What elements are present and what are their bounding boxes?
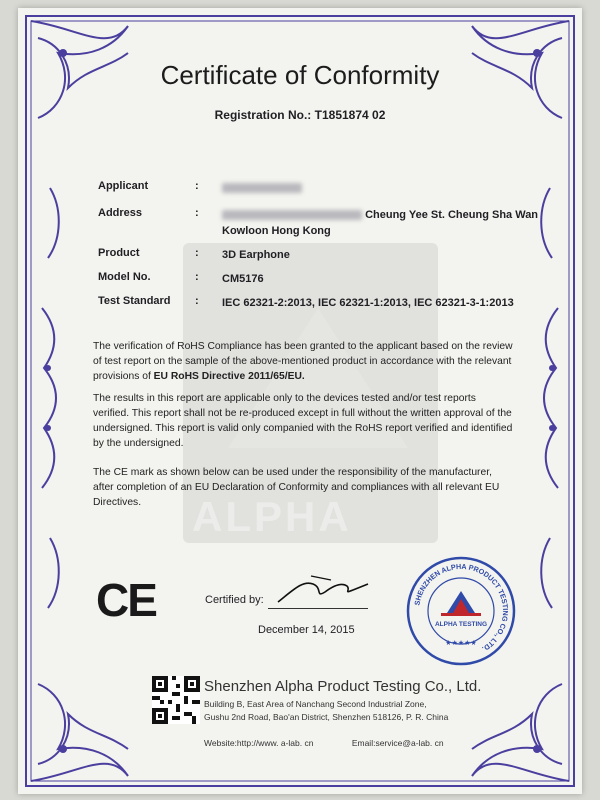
paragraph-report-validity: The results in this report are applicable only to the devices tested and/or test reports verified. This report shall not be re-produced except in full without the written approval of the undersigned. This report is valid only companied with the RoHS report verified and identified by the undersigned. <box>93 393 513 449</box>
company-contact <box>204 738 444 748</box>
redacted-text <box>222 183 302 193</box>
company-address-line-2: Gushu 2nd Road, Bao'an District, Shenzhen 518126, P. R. China <box>204 712 449 722</box>
seal-ring-text: SHENZHEN ALPHA PRODUCT TESTING CO., LTD. <box>412 561 511 654</box>
paragraph-ce-mark: The CE mark as shown below can be used under the responsibility of the manufacturer, after completion of an EU Declaration of Conformity and compliances with all relevant EU Directives. <box>93 467 500 508</box>
standard-label: Test Standard <box>98 295 171 307</box>
registration-label: Registration No.: <box>214 108 312 122</box>
signature-line <box>268 608 368 609</box>
address-line-2: Kowloon Hong Kong <box>222 225 331 237</box>
paragraph-rohs-verification: The verification of RoHS Compliance has been granted to the applicant based on the review of test report on the sample of the above-mentioned product in accordance with the relevant provisions of EU RoHS Directive 2011/65/EU. <box>93 341 513 382</box>
model-value: CM5176 <box>222 273 264 285</box>
watermark-text: ALPHA <box>192 493 352 540</box>
qr-code-icon <box>152 676 200 724</box>
address-value <box>222 207 552 239</box>
company-email: Email:service@a-lab. cn <box>351 738 444 748</box>
certificate-page <box>18 8 582 794</box>
signature-icon <box>273 570 373 610</box>
company-name: Shenzhen Alpha Product Testing Co., Ltd. <box>204 678 482 695</box>
model-colon: : <box>195 271 199 283</box>
standard-value: IEC 62321-2:2013, IEC 62321-1:2013, IEC 62321-3-1:2013 <box>222 297 514 309</box>
company-website: Website:http://www. a-lab. cn <box>204 738 314 748</box>
company-seal-icon <box>405 555 517 667</box>
directive-reference: EU RoHS Directive 2011/65/EU. <box>153 371 305 382</box>
address-label: Address <box>98 207 143 219</box>
registration-value: T1851874 02 <box>314 108 386 122</box>
company-address-line-1: Building B, East Area of Nanchang Second Industrial Zone, <box>204 699 427 709</box>
address-line-1: Cheung Yee St. Cheung Sha Wan <box>365 209 539 221</box>
certification-date: December 14, 2015 <box>258 624 355 636</box>
ce-mark-icon: CE <box>96 574 156 626</box>
model-label: Model No. <box>98 271 151 283</box>
product-value: 3D Earphone <box>222 249 290 261</box>
product-label: Product <box>98 247 140 259</box>
redacted-text <box>222 210 362 220</box>
certificate-title: Certificate of Conformity <box>160 60 440 90</box>
standard-colon: : <box>195 295 199 307</box>
seal-center-text: ALPHA TESTING <box>434 621 488 628</box>
company-address <box>204 698 448 724</box>
applicant-label: Applicant <box>98 180 149 192</box>
registration-number <box>18 108 582 122</box>
applicant-colon: : <box>195 180 199 192</box>
seal-stars: ★★★★★ <box>445 639 477 647</box>
applicant-value <box>222 180 552 196</box>
certified-by-label: Certified by: <box>205 594 264 606</box>
product-colon: : <box>195 247 199 259</box>
address-colon: : <box>195 207 199 219</box>
